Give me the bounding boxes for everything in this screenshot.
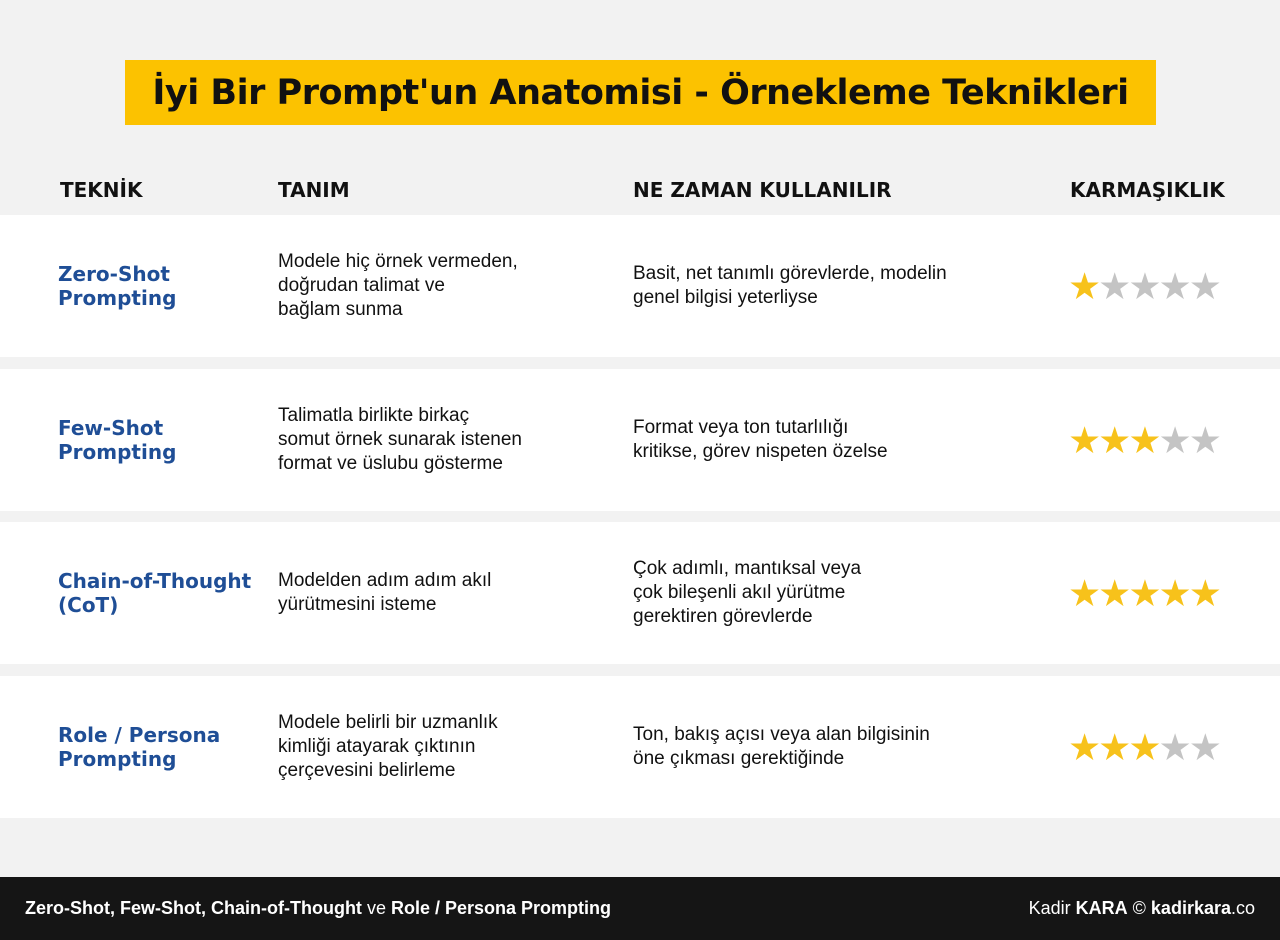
header-technique: TEKNİK: [60, 178, 143, 202]
table-header: [0, 178, 1280, 208]
star-filled-icon: ★: [1068, 726, 1102, 768]
star-empty-icon: ★: [1158, 419, 1192, 461]
technique-definition: Modelden adım adım akıl yürütmesini isteme: [278, 570, 492, 615]
header-definition: TANIM: [278, 178, 350, 202]
complexity-rating: [1068, 522, 1248, 664]
author-last-name: KARA: [1075, 898, 1128, 918]
star-filled-icon: ★: [1128, 419, 1162, 461]
table-row: [0, 676, 1280, 818]
page-title: İyi Bir Prompt'un Anatomisi - Örnekleme Teknikleri: [152, 72, 1129, 113]
star-filled-icon: ★: [1068, 572, 1102, 614]
star-filled-icon: ★: [1128, 572, 1162, 614]
technique-when: Format veya ton tutarlılığı kritikse, görev nispeten özelse: [633, 417, 888, 462]
header-complexity: KARMAŞIKLIK: [1070, 178, 1225, 202]
table-row: [0, 522, 1280, 664]
star-filled-icon: ★: [1098, 726, 1132, 768]
complexity-rating: [1068, 215, 1248, 357]
star-empty-icon: ★: [1158, 265, 1192, 307]
title-banner: [125, 60, 1156, 125]
technique-name: Zero-Shot Prompting: [58, 262, 177, 310]
star-filled-icon: ★: [1098, 572, 1132, 614]
header-when: NE ZAMAN KULLANILIR: [633, 178, 892, 202]
technique-name: Chain-of-Thought (CoT): [58, 569, 252, 617]
star-empty-icon: ★: [1098, 265, 1132, 307]
technique-definition: Modele hiç örnek vermeden, doğrudan talimat ve bağlam sunma: [278, 251, 518, 320]
footer-techniques-2: Role / Persona Prompting: [390, 898, 611, 918]
star-empty-icon: ★: [1188, 419, 1222, 461]
copyright-symbol: ©: [1127, 898, 1151, 918]
footer-caption: [25, 877, 611, 940]
star-empty-icon: ★: [1188, 726, 1222, 768]
technique-name: Few-Shot Prompting: [58, 416, 177, 464]
star-filled-icon: ★: [1158, 572, 1192, 614]
author-first-name: Kadir: [1028, 898, 1076, 918]
table-row: [0, 215, 1280, 357]
technique-when: Basit, net tanımlı görevlerde, modelin genel bilgisi yeterliyse: [633, 263, 947, 308]
footer: [0, 877, 1280, 940]
table-row: [0, 369, 1280, 511]
site-name: kadirkara: [1150, 898, 1231, 918]
technique-when: Çok adımlı, mantıksal veya çok bileşenli akıl yürütme gerektiren görevlerde: [633, 558, 862, 627]
technique-definition: Talimatla birlikte birkaç somut örnek sunarak istenen format ve üslubu gösterme: [278, 405, 522, 474]
star-filled-icon: ★: [1068, 419, 1102, 461]
footer-credit: [1029, 877, 1255, 940]
technique-name: Role / Persona Prompting: [58, 723, 221, 771]
technique-definition: Modele belirli bir uzmanlık kimliği atayarak çıktının çerçevesini belirleme: [278, 712, 498, 781]
star-empty-icon: ★: [1128, 265, 1162, 307]
star-filled-icon: ★: [1068, 265, 1102, 307]
star-filled-icon: ★: [1128, 726, 1162, 768]
star-filled-icon: ★: [1188, 572, 1222, 614]
site-tld: .co: [1230, 898, 1255, 918]
star-filled-icon: ★: [1098, 419, 1132, 461]
star-empty-icon: ★: [1158, 726, 1192, 768]
star-empty-icon: ★: [1188, 265, 1222, 307]
complexity-rating: [1068, 676, 1248, 818]
technique-when: Ton, bakış açısı veya alan bilgisinin öne çıkması gerektiğinde: [633, 724, 930, 769]
complexity-rating: [1068, 369, 1248, 511]
footer-techniques-1: Zero-Shot, Few-Shot, Chain-of-Thought: [25, 898, 362, 918]
footer-connector: ve: [361, 898, 391, 918]
